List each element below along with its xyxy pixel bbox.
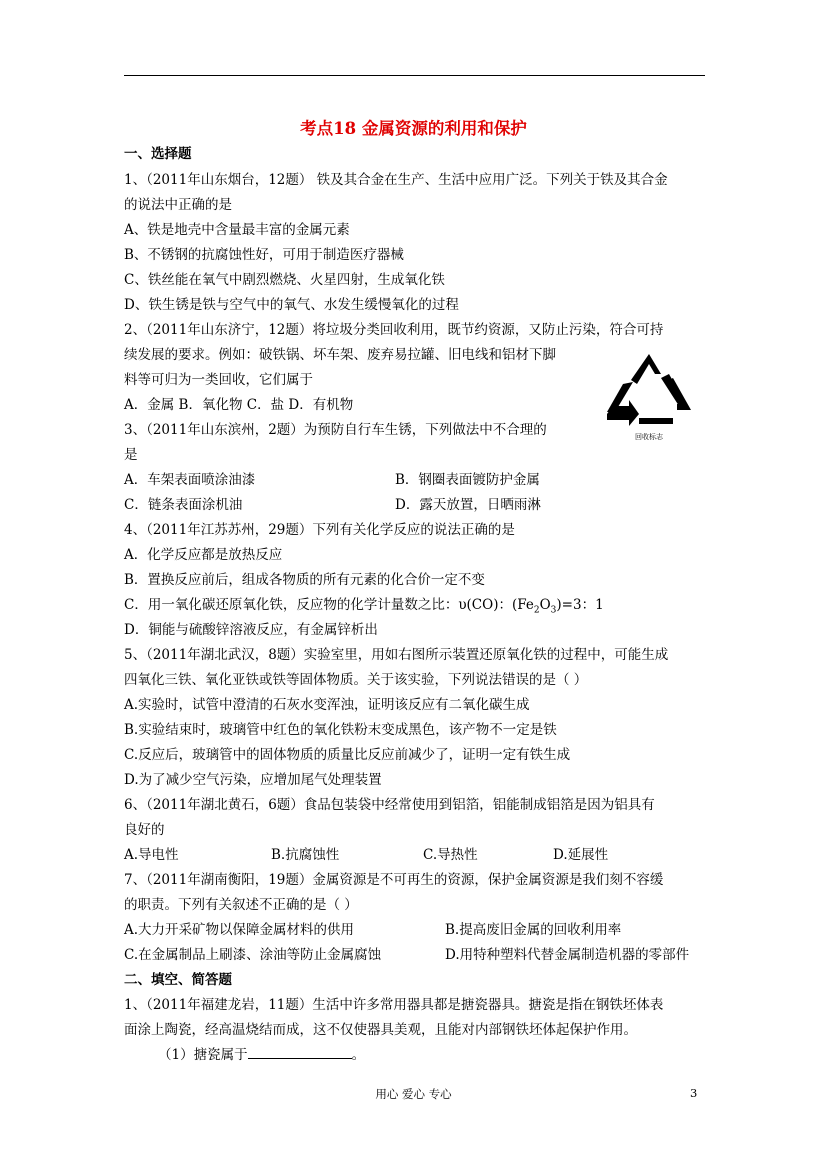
q4-option-a: A．化学反应都是放热反应 [124, 547, 283, 563]
q4-option-b: B．置换反应前后，组成各物质的所有元素的化合价一定不变 [124, 572, 485, 588]
q3-option-a: A．车架表面喷涂油漆 [124, 472, 256, 488]
answer-blank[interactable] [248, 1046, 352, 1059]
q6-stem-line2: 良好的 [124, 822, 165, 838]
page-footer: 用心 爱心 专心 [375, 1087, 452, 1101]
section-heading-fill: 二、填空、简答题 [124, 972, 232, 988]
f1-stem-line2: 面涂上陶瓷，经高温烧结而成，这不仅使器具美观，且能对内部钢铁坯体起保护作用。 [124, 1022, 637, 1038]
q2-stem-line3: 料等可归为一类回收，它们属于 [124, 372, 313, 388]
q7-option-c: C.在金属制品上刷漆、涂油等防止金属腐蚀 [124, 947, 382, 963]
q6-option-a: A.导电性 [124, 847, 179, 863]
q5-stem-line2: 四氧化三铁、氧化亚铁或铁等固体物质。关于该实验，下列说法错误的是（ ） [124, 672, 588, 688]
q1-option-d: D、铁生锈是铁与空气中的氧气、水发生缓慢氧化的过程 [124, 297, 459, 313]
q1-option-b: B、不锈钢的抗腐蚀性好，可用于制造医疗器械 [124, 247, 404, 263]
q6-option-b: B.抗腐蚀性 [271, 847, 340, 863]
q7-option-a: A.大力开采矿物以保障金属材料的供用 [124, 922, 355, 938]
q3-stem-line1: 3、（2011年山东滨州，2题）为预防自行车生锈，下列做法中不合理的 [124, 422, 547, 438]
header-rule [124, 75, 705, 76]
q2-options: A．金属 B．氧化物 C．盐 D．有机物 [124, 397, 354, 413]
q3-option-b: B．钢圈表面镀防护金属 [395, 472, 540, 488]
q6-option-d: D.延展性 [553, 847, 609, 863]
page-number: 3 [690, 1086, 698, 1100]
recycle-icon [603, 348, 695, 434]
q4-option-c: C．用一氧化碳还原氧化铁，反应物的化学计量数之比：υ(CO)：$(Fe_2O_3)=3$：1 [124, 597, 604, 616]
q5-option-c: C.反应后，玻璃管中的固体物质的质量比反应前减少了，证明一定有铁生成 [124, 747, 571, 763]
q3-option-c: C．链条表面涂机油 [124, 497, 243, 513]
q1-stem-line1: 1、（2011年山东烟台，12题） 铁及其合金在生产、生活中应用广泛。下列关于铁及其合金 [124, 172, 668, 188]
section-heading-choice: 一、选择题 [124, 146, 192, 162]
q5-option-b: B.实验结束时，玻璃管中红色的氧化铁粉末变成黑色，该产物不一定是铁 [124, 722, 557, 738]
q1-stem-line2: 的说法中正确的是 [124, 197, 232, 213]
q7-stem-line2: 的职责。下列有关叙述不正确的是（ ） [124, 897, 358, 913]
q6-stem-line1: 6、（2011年湖北黄石，6题）食品包装袋中经常使用到铝箔，铝能制成铝箔是因为铝具有 [124, 797, 655, 813]
q4-option-d: D．铜能与硫酸锌溶液反应，有金属锌析出 [124, 622, 378, 638]
q4-stem: 4、（2011年江苏苏州，29题）下列有关化学反应的说法正确的是 [124, 522, 515, 538]
q6-option-c: C.导热性 [423, 847, 478, 863]
q5-stem-line1: 5、（2011年湖北武汉，8题）实验室里，用如右图所示装置还原氧化铁的过程中，可能生成 [124, 647, 669, 663]
q2-stem-line1: 2、（2011年山东济宁，12题）将垃圾分类回收利用，既节约资源，又防止污染，符合可持 [124, 322, 664, 338]
q5-option-d: D.为了减少空气污染，应增加尾气处理装置 [124, 772, 382, 788]
q2-stem-line2: 续发展的要求。例如：破铁锅、坏车架、废弃易拉罐、旧电线和铝材下脚 [124, 347, 556, 363]
q7-option-b: B.提高废旧金属的回收利用率 [445, 922, 622, 938]
page-title: 考点18 金属资源的利用和保护 [300, 119, 527, 138]
f1-stem-line1: 1、（2011年福建龙岩，11题）生活中许多常用器具都是搪瓷器具。搪瓷是指在钢铁坯体表 [124, 997, 664, 1013]
q7-stem-line1: 7、（2011年湖南衡阳，19题）金属资源是不可再生的资源，保护金属资源是我们刻不容缓 [124, 872, 664, 888]
q7-option-d: D.用特种塑料代替金属制造机器的零部件 [445, 947, 690, 963]
q3-option-d: D．露天放置，日晒雨淋 [395, 497, 541, 513]
q3-stem-line2: 是 [124, 447, 138, 463]
logo-caption: 回收标志 [635, 433, 663, 441]
q1-option-a: A、铁是地壳中含量最丰富的金属元素 [124, 222, 350, 238]
f1-subquestion-1: （1）搪瓷属于 。 [158, 1047, 366, 1063]
q5-option-a: A.实验时，试管中澄清的石灰水变浑浊，证明该反应有二氧化碳生成 [124, 697, 530, 713]
q1-option-c: C、铁丝能在氧气中剧烈燃烧、火星四射，生成氧化铁 [124, 272, 445, 288]
